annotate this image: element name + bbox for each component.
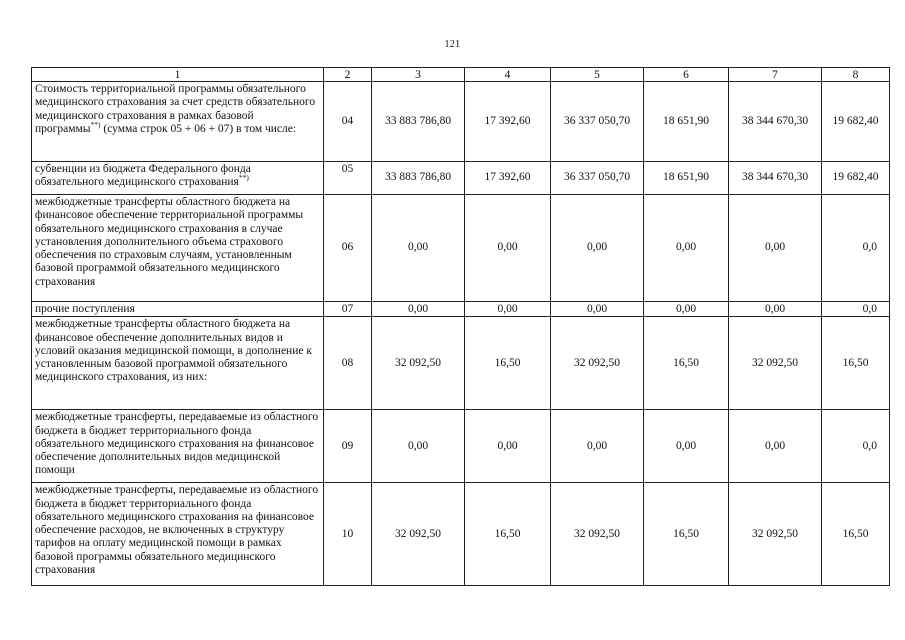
row-code: 04	[324, 82, 372, 162]
row-value: 0,00	[729, 302, 822, 317]
column-header: 7	[729, 68, 822, 82]
row-value: 32 092,50	[551, 483, 644, 586]
row-value: 16,50	[644, 483, 729, 586]
row-description: межбюджетные трансферты областного бюджета на финансовое обеспечение территориальной программы обязательного медицинского страхования в случае установления дополнительного объема страхового обеспечения по страховым случаям, установленным базовой программой обязательного медицинского страхования	[32, 195, 324, 302]
row-description-sup: **)	[238, 173, 249, 183]
table-row	[32, 195, 890, 302]
row-value: 38 344 670,30	[729, 162, 822, 195]
row-description	[32, 82, 324, 162]
table-row	[32, 317, 890, 410]
row-description: межбюджетные трансферты областного бюджета на финансовое обеспечение дополнительных видов и условий оказания медицинской помощи, в дополнение к установленным базовой программой обязательного медицинского страхования, из них:	[32, 317, 324, 410]
row-value: 17 392,60	[465, 162, 551, 195]
page-number: 121	[444, 39, 461, 50]
row-value: 17 392,60	[465, 82, 551, 162]
table-row	[32, 82, 890, 162]
row-value: 0,00	[551, 195, 644, 302]
row-value: 0,0	[822, 410, 890, 483]
row-value: 0,00	[465, 410, 551, 483]
row-description-sup: **)	[90, 120, 101, 130]
row-value: 0,00	[551, 302, 644, 317]
row-value: 0,00	[551, 410, 644, 483]
row-value: 0,0	[822, 195, 890, 302]
row-value: 16,50	[822, 317, 890, 410]
row-value: 16,50	[644, 317, 729, 410]
row-value: 0,00	[372, 410, 465, 483]
row-value: 0,00	[372, 195, 465, 302]
column-header: 3	[372, 68, 465, 82]
column-header: 4	[465, 68, 551, 82]
column-header: 1	[32, 68, 324, 82]
row-value: 18 651,90	[644, 162, 729, 195]
row-value: 16,50	[465, 483, 551, 586]
row-description: межбюджетные трансферты, передаваемые из областного бюджета в бюджет территориального фонда обязательного медицинского страхования на финансовое обеспечение дополнительных видов медицинской помощи	[32, 410, 324, 483]
row-value: 18 651,90	[644, 82, 729, 162]
row-description	[32, 162, 324, 195]
row-value: 0,00	[372, 302, 465, 317]
row-value: 0,00	[644, 410, 729, 483]
row-value: 0,00	[465, 195, 551, 302]
row-code: 05	[324, 162, 372, 195]
row-value: 0,00	[465, 302, 551, 317]
row-value: 16,50	[465, 317, 551, 410]
row-value: 0,00	[729, 195, 822, 302]
row-value: 32 092,50	[372, 483, 465, 586]
row-value: 19 682,40	[822, 82, 890, 162]
row-description-text: субвенции из бюджета Федерального фонда обязательного медицинского страхования	[35, 163, 251, 189]
row-value: 32 092,50	[551, 317, 644, 410]
row-description: межбюджетные трансферты, передаваемые из областного бюджета в бюджет территориального фонда обязательного медицинского страхования на финансовое обеспечение расходов, не включенных в структуру тарифов на оплату медицинской помощи в рамках базовой программы обязательного медицинского страхования	[32, 483, 324, 586]
row-code: 06	[324, 195, 372, 302]
row-code: 07	[324, 302, 372, 317]
row-description-tail: (сумма строк 05 + 06 + 07) в том числе:	[100, 122, 297, 135]
row-value: 19 682,40	[822, 162, 890, 195]
row-value: 0,00	[644, 195, 729, 302]
column-header: 2	[324, 68, 372, 82]
table-row	[32, 162, 890, 195]
row-description: прочие поступления	[32, 302, 324, 317]
row-code: 08	[324, 317, 372, 410]
column-header: 5	[551, 68, 644, 82]
row-value: 16,50	[822, 483, 890, 586]
table-row	[32, 410, 890, 483]
row-code: 09	[324, 410, 372, 483]
row-value: 32 092,50	[729, 317, 822, 410]
row-value: 33 883 786,80	[372, 162, 465, 195]
row-value: 0,0	[822, 302, 890, 317]
row-value: 32 092,50	[729, 483, 822, 586]
row-code: 10	[324, 483, 372, 586]
row-value: 36 337 050,70	[551, 82, 644, 162]
row-value: 0,00	[644, 302, 729, 317]
row-value: 0,00	[729, 410, 822, 483]
table-header-row	[32, 68, 890, 82]
row-value: 33 883 786,80	[372, 82, 465, 162]
row-value: 32 092,50	[372, 317, 465, 410]
row-value: 36 337 050,70	[551, 162, 644, 195]
table-row	[32, 483, 890, 586]
column-header: 8	[822, 68, 890, 82]
row-value: 38 344 670,30	[729, 82, 822, 162]
data-table	[31, 67, 890, 586]
column-header: 6	[644, 68, 729, 82]
table-row	[32, 302, 890, 317]
row-description-text: Стоимость территориальной программы обязательного медицинского страхования за счет средств обязательного медицинского страхования в рамках базовой программы	[35, 83, 316, 135]
